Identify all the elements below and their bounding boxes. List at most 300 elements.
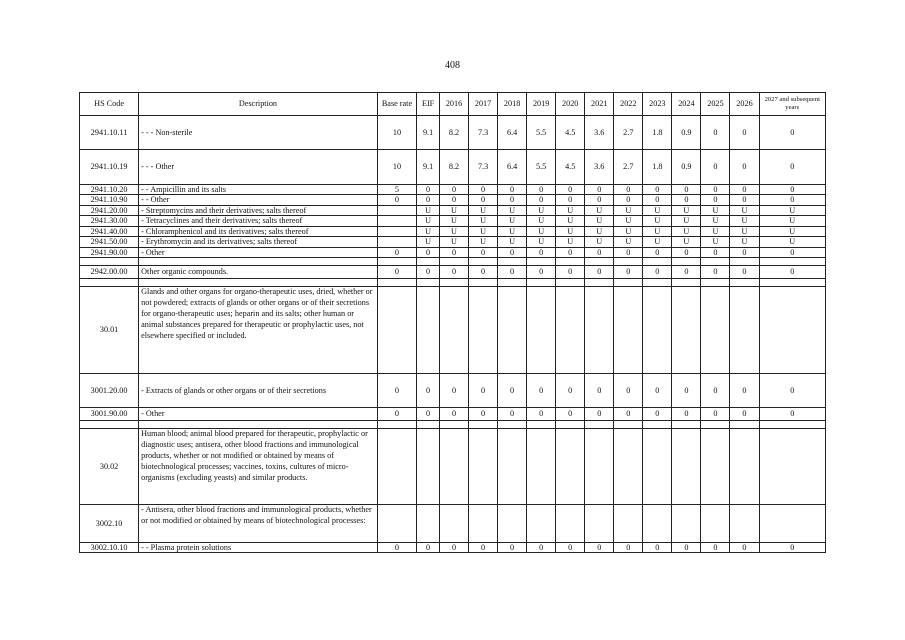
base-rate-cell [377,504,416,542]
rate-cell: 8.2 [439,150,468,185]
empty-cell [377,257,416,265]
rate-cell: 0 [527,407,556,420]
rate-cell: 4.5 [556,150,585,185]
empty-cell [439,420,468,428]
description-cell: - Extracts of glands or other organs or of their secretions [139,373,378,407]
empty-cell [498,420,527,428]
rate-cell [614,504,643,542]
rate-cell [498,504,527,542]
rate-cell [498,428,527,504]
rate-cell: 0 [527,265,556,278]
description-cell: Glands and other organs for organo-therapeutic uses, dried, whether or not powdered; extracts of glands or other organs or of their secretions for organo-therapeutic uses; heparin and its salts; other human or animal substances prepared for therapeutic or prophylactic uses, not elsewhere specified or included. [139,286,378,373]
table-row [80,195,826,205]
header-year: 2016 [439,93,468,116]
empty-cell [614,420,643,428]
rate-cell [527,428,556,504]
empty-cell [139,278,378,286]
table-row [80,150,826,185]
description-cell: - Erythromycin and its derivatives; salts thereof [139,237,378,247]
rate-cell: 0.9 [672,150,701,185]
tariff-table [79,92,826,553]
header-year: 2022 [614,93,643,116]
rate-cell: 0 [643,542,672,552]
rate-cell [439,286,468,373]
rate-cell: U [498,226,527,236]
rate-cell [614,428,643,504]
table-row [80,428,826,504]
rate-cell: 0 [585,373,614,407]
rate-cell: 0 [643,407,672,420]
header-year: 2021 [585,93,614,116]
rate-cell [672,504,701,542]
rate-cell: 0 [730,373,759,407]
rate-cell: 0 [556,247,585,257]
rate-cell: 0 [556,373,585,407]
rate-cell: U [498,216,527,226]
rate-cell [585,428,614,504]
eif-cell [417,428,440,504]
rate-cell: 0 [585,265,614,278]
rate-cell: 0 [701,185,730,195]
rate-cell [439,428,468,504]
rate-cell: 1.8 [643,150,672,185]
rate-cell: 0 [614,373,643,407]
header-year: 2024 [672,93,701,116]
hs-code-cell: 2942.00.00 [80,265,139,278]
description-cell: Other organic compounds. [139,265,378,278]
hs-code-cell: 2941.10.11 [80,116,139,150]
subsequent-rate-cell: U [759,216,826,226]
rate-cell: 0 [730,116,759,150]
eif-cell: 9.1 [417,150,440,185]
rate-cell: U [672,205,701,215]
rate-cell: 0 [469,265,498,278]
subsequent-rate-cell [759,286,826,373]
hs-code-cell: 2941.90.00 [80,247,139,257]
rate-cell: 0 [556,407,585,420]
hs-code-cell: 2941.30.00 [80,216,139,226]
empty-cell [730,278,759,286]
rate-cell: 0 [498,185,527,195]
table-body [80,116,826,553]
rate-cell [672,428,701,504]
rate-cell: 0 [585,195,614,205]
rate-cell: 0 [556,542,585,552]
header-hs-code: HS Code [80,93,139,116]
rate-cell: 0 [585,542,614,552]
empty-cell [730,420,759,428]
description-cell: - - - Non-sterile [139,116,378,150]
rate-cell: 0 [439,407,468,420]
eif-cell [417,504,440,542]
header-year: 2025 [701,93,730,116]
rate-cell: 0 [498,265,527,278]
rate-cell [527,286,556,373]
rate-cell: U [614,237,643,247]
empty-cell [643,257,672,265]
empty-cell [439,257,468,265]
rate-cell: 0 [672,265,701,278]
rate-cell: U [527,205,556,215]
rate-cell: 0 [439,373,468,407]
rate-cell: 7.3 [469,116,498,150]
rate-cell: U [701,226,730,236]
rate-cell: 0 [643,195,672,205]
base-rate-cell: 5 [377,185,416,195]
eif-cell: 0 [417,247,440,257]
description-cell: - - Other [139,195,378,205]
hs-code-cell: 2941.40.00 [80,226,139,236]
description-cell: - Streptomycins and their derivatives; salts thereof [139,205,378,215]
rate-cell: 0 [439,265,468,278]
rate-cell [556,286,585,373]
header-year: 2026 [730,93,759,116]
rate-cell: 0 [498,373,527,407]
eif-cell: 0 [417,195,440,205]
description-cell: - Chloramphenicol and its derivatives; salts thereof [139,226,378,236]
rate-cell: 0 [498,407,527,420]
rate-cell: 0 [672,542,701,552]
rate-cell [730,286,759,373]
rate-cell: 0 [730,407,759,420]
rate-cell: 5.5 [527,150,556,185]
rate-cell: U [701,216,730,226]
rate-cell: 0 [527,373,556,407]
rate-cell: 0 [643,373,672,407]
rate-cell: 0 [498,542,527,552]
rate-cell: U [643,237,672,247]
empty-cell [417,257,440,265]
rate-cell: U [701,205,730,215]
empty-cell [377,420,416,428]
table-row [80,116,826,150]
empty-cell [759,278,826,286]
rate-cell [556,504,585,542]
hs-code-cell: 2941.20.00 [80,205,139,215]
rate-cell: U [469,205,498,215]
header-subsequent-years: 2027 and subsequent years [759,93,826,116]
rate-cell [585,504,614,542]
page-number: 408 [445,60,460,71]
eif-cell: 9.1 [417,116,440,150]
rate-cell: 0 [527,542,556,552]
rate-cell: U [585,226,614,236]
rate-cell: U [469,226,498,236]
empty-cell [701,257,730,265]
rate-cell: U [527,237,556,247]
rate-cell: U [439,226,468,236]
rate-cell: 0 [585,247,614,257]
header-year: 2019 [527,93,556,116]
rate-cell [469,286,498,373]
rate-cell: 0 [643,185,672,195]
base-rate-cell: 0 [377,195,416,205]
empty-cell [498,257,527,265]
rate-cell: 0 [672,407,701,420]
subsequent-rate-cell: 0 [759,407,826,420]
rate-cell: U [498,237,527,247]
rate-cell: 7.3 [469,150,498,185]
hs-code-cell: 30.01 [80,286,139,373]
rate-cell: U [585,205,614,215]
rate-cell: 4.5 [556,116,585,150]
hs-code-cell: 3001.20.00 [80,373,139,407]
rate-cell: 0 [672,373,701,407]
table-row [80,373,826,407]
rate-cell: 0 [556,265,585,278]
empty-cell [585,257,614,265]
rate-cell: 0 [701,247,730,257]
subsequent-rate-cell: U [759,226,826,236]
empty-cell [672,257,701,265]
rate-cell: U [730,237,759,247]
rate-cell: 0 [701,116,730,150]
empty-cell [759,257,826,265]
table-row [80,237,826,247]
empty-cell [672,278,701,286]
table-row [80,226,826,236]
empty-cell [377,278,416,286]
base-rate-cell [377,226,416,236]
rate-cell: 6.4 [498,150,527,185]
base-rate-cell [377,216,416,226]
separator-row [80,278,826,286]
rate-cell: U [614,226,643,236]
rate-cell: 0 [614,265,643,278]
rate-cell: 0 [614,195,643,205]
empty-cell [643,278,672,286]
hs-code-cell: 3002.10.10 [80,542,139,552]
eif-cell: 0 [417,407,440,420]
empty-cell [469,257,498,265]
rate-cell: U [672,226,701,236]
hs-code-cell: 3001.90.00 [80,407,139,420]
header-year: 2023 [643,93,672,116]
rate-cell: 0 [701,407,730,420]
description-cell: - Tetracyclines and their derivatives; salts thereof [139,216,378,226]
description-cell: - Other [139,247,378,257]
rate-cell: U [672,237,701,247]
rate-cell: 0 [439,185,468,195]
base-rate-cell [377,237,416,247]
empty-cell [80,257,139,265]
table-row [80,504,826,542]
rate-cell: 0 [439,542,468,552]
rate-cell: U [614,205,643,215]
table-row [80,542,826,552]
description-cell: - Other [139,407,378,420]
rate-cell: 0 [527,195,556,205]
rate-cell: U [556,237,585,247]
eif-cell: 0 [417,373,440,407]
rate-cell: U [498,205,527,215]
empty-cell [527,278,556,286]
rate-cell [643,286,672,373]
table-row [80,185,826,195]
rate-cell: 0 [672,247,701,257]
rate-cell [614,286,643,373]
empty-cell [527,420,556,428]
base-rate-cell: 0 [377,265,416,278]
rate-cell: 5.5 [527,116,556,150]
subsequent-rate-cell: 0 [759,116,826,150]
rate-cell: U [439,237,468,247]
description-cell: - - Plasma protein solutions [139,542,378,552]
rate-cell: 0 [730,150,759,185]
empty-cell [585,420,614,428]
base-rate-cell: 0 [377,407,416,420]
rate-cell: U [556,205,585,215]
empty-cell [556,278,585,286]
header-eif: EIF [417,93,440,116]
empty-cell [585,278,614,286]
rate-cell: 0 [469,373,498,407]
rate-cell: 0 [469,195,498,205]
empty-cell [469,278,498,286]
empty-cell [417,420,440,428]
rate-cell: U [701,237,730,247]
rate-cell: 0 [701,195,730,205]
description-cell: Human blood; animal blood prepared for therapeutic, prophylactic or diagnostic uses; antisera, other blood fractions and immunological products, whether or not modified or obtained by means of biotechnological processes; vaccines, toxins, cultures of micro-organisms (excluding yeasts) and similar products. [139,428,378,504]
description-cell: - Antisera, other blood fractions and immunological products, whether or not modified or obtained by means of biotechnological processes: [139,504,378,542]
subsequent-rate-cell: U [759,205,826,215]
rate-cell: U [730,216,759,226]
eif-cell: U [417,205,440,215]
rate-cell: 0 [730,185,759,195]
empty-cell [556,257,585,265]
empty-cell [527,257,556,265]
rate-cell [701,428,730,504]
rate-cell: 3.6 [585,150,614,185]
base-rate-cell: 10 [377,116,416,150]
header-description: Description [139,93,378,116]
base-rate-cell: 0 [377,373,416,407]
rate-cell [439,504,468,542]
empty-cell [730,257,759,265]
empty-cell [672,420,701,428]
description-cell: - - Ampicillin and its salts [139,185,378,195]
eif-cell: 0 [417,265,440,278]
rate-cell: 0 [439,195,468,205]
base-rate-cell [377,286,416,373]
eif-cell: U [417,216,440,226]
rate-cell: 0 [730,265,759,278]
rate-cell: U [672,216,701,226]
separator-row [80,257,826,265]
empty-cell [759,420,826,428]
hs-code-cell: 2941.10.90 [80,195,139,205]
rate-cell: 0 [585,407,614,420]
subsequent-rate-cell: 0 [759,247,826,257]
rate-cell: 0 [469,185,498,195]
rate-cell [469,504,498,542]
empty-cell [556,420,585,428]
empty-cell [139,257,378,265]
subsequent-rate-cell: 0 [759,373,826,407]
empty-cell [80,420,139,428]
rate-cell [643,428,672,504]
eif-cell: U [417,237,440,247]
rate-cell: 0 [701,150,730,185]
rate-cell [701,504,730,542]
subsequent-rate-cell: 0 [759,185,826,195]
rate-cell: 0 [730,247,759,257]
subsequent-rate-cell [759,428,826,504]
rate-cell: 0 [469,542,498,552]
hs-code-cell: 2941.10.19 [80,150,139,185]
rate-cell: 0 [614,407,643,420]
base-rate-cell: 10 [377,150,416,185]
header-year: 2017 [469,93,498,116]
rate-cell: 0 [498,195,527,205]
subsequent-rate-cell [759,504,826,542]
rate-cell: 0 [527,185,556,195]
rate-cell: 0 [614,185,643,195]
description-cell: - - - Other [139,150,378,185]
eif-cell: U [417,226,440,236]
header-year: 2018 [498,93,527,116]
table-row [80,247,826,257]
table-row [80,205,826,215]
rate-cell: U [556,226,585,236]
rate-cell [730,428,759,504]
subsequent-rate-cell: U [759,237,826,247]
empty-cell [701,278,730,286]
hs-code-cell: 2941.50.00 [80,237,139,247]
header-row [80,93,826,116]
rate-cell: 3.6 [585,116,614,150]
rate-cell: 0 [643,265,672,278]
rate-cell: 6.4 [498,116,527,150]
base-rate-cell: 0 [377,542,416,552]
rate-cell: U [469,237,498,247]
empty-cell [139,420,378,428]
rate-cell: 0 [672,195,701,205]
table-row [80,407,826,420]
empty-cell [469,420,498,428]
rate-cell: U [643,205,672,215]
empty-cell [701,420,730,428]
hs-code-cell: 3002.10 [80,504,139,542]
rate-cell: U [643,226,672,236]
rate-cell: 0 [672,185,701,195]
eif-cell: 0 [417,185,440,195]
rate-cell: U [614,216,643,226]
header-year: 2020 [556,93,585,116]
rate-cell: U [439,205,468,215]
rate-cell [585,286,614,373]
empty-cell [417,278,440,286]
rate-cell: 0 [730,195,759,205]
rate-cell: 0 [643,247,672,257]
empty-cell [439,278,468,286]
rate-cell [556,428,585,504]
base-rate-cell: 0 [377,247,416,257]
rate-cell: U [643,216,672,226]
rate-cell: U [730,226,759,236]
rate-cell: U [527,226,556,236]
rate-cell: 0 [585,185,614,195]
rate-cell: 0 [556,185,585,195]
rate-cell: U [527,216,556,226]
rate-cell: 0 [556,195,585,205]
hs-code-cell: 2941.10.20 [80,185,139,195]
rate-cell: 2.7 [614,116,643,150]
rate-cell: 0 [701,542,730,552]
rate-cell [730,504,759,542]
subsequent-rate-cell: 0 [759,542,826,552]
rate-cell: U [585,216,614,226]
